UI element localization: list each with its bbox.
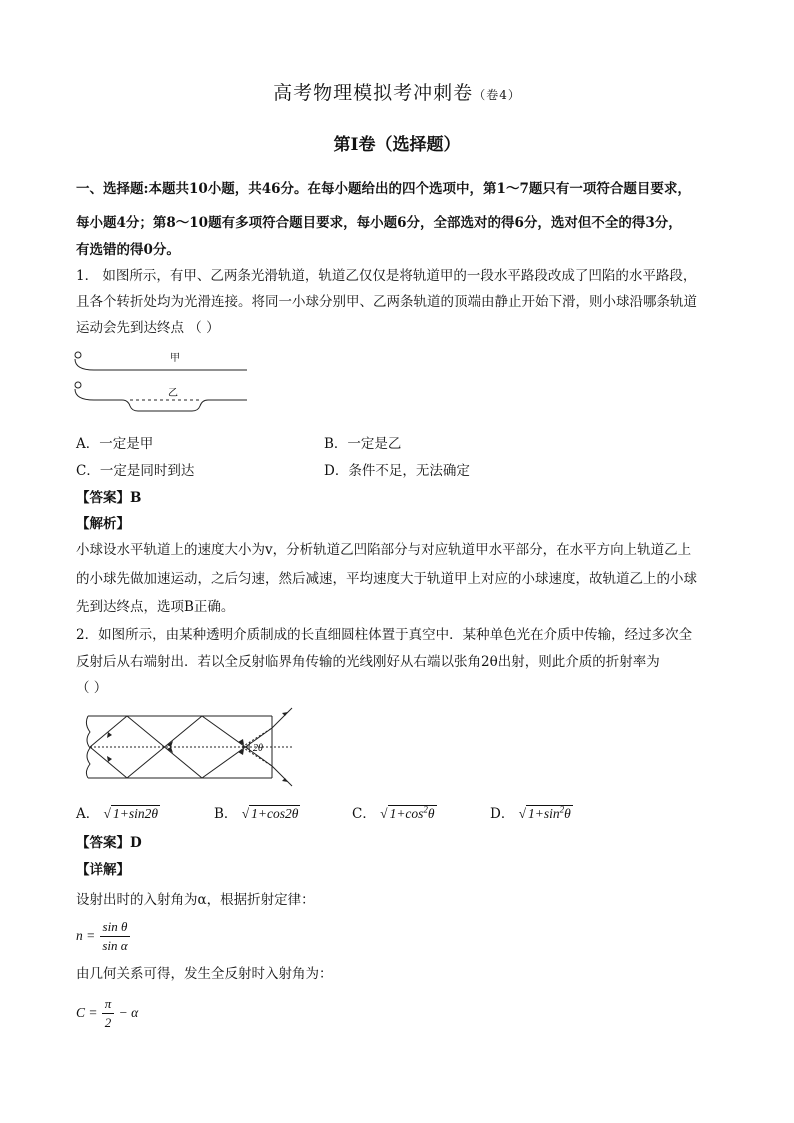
q1-analysis-line-2: 的小球先做加速运动，之后匀速，然后减速，平均速度大于轨道甲上对应的小球速度，故轨道乙上的小球	[76, 571, 697, 587]
q1-answer: 【答案】B	[76, 490, 142, 506]
q2-fiber-figure	[82, 708, 312, 790]
q2-option-d-var: θ	[564, 806, 571, 821]
q2-option-c	[352, 802, 437, 822]
q2-option-c-label: C．	[352, 806, 376, 822]
q1-analysis-label: 【解析】	[76, 516, 130, 532]
q2-line-3: （ ）	[76, 680, 108, 696]
q1-option-b: B．一定是乙	[324, 436, 402, 452]
equation-2	[76, 995, 138, 1032]
sqrt-icon: √	[103, 806, 111, 821]
ball-yi	[75, 382, 81, 388]
ball-jia	[75, 352, 81, 358]
label-jia: 甲	[170, 353, 180, 364]
q2-line-2: 反射后从右端射出．若以全反射临界角传输的光线刚好从右端以张角2θ出射，则此介质的折射率为	[76, 654, 660, 670]
q2-option-c-var: θ	[427, 806, 435, 821]
fiber-left-end	[86, 716, 90, 778]
intro-line-3: 有选错的得0分。	[76, 242, 180, 258]
sqrt-icon: √	[241, 806, 250, 821]
q1-line-3: 运动会先到达终点 （ ）	[76, 320, 220, 336]
q2-option-d-expr	[526, 805, 573, 821]
q1-analysis-line-3: 先到达终点，选项B正确。	[76, 599, 235, 615]
q1-option-d: D．条件不足，无法确定	[324, 463, 470, 479]
q2-option-d-label: D．	[490, 806, 515, 822]
arrow-2	[107, 756, 112, 762]
eq2-lhs: C =	[76, 1005, 98, 1020]
track-jia	[75, 359, 247, 370]
ray-out-lower	[272, 766, 292, 786]
equation-1	[76, 918, 130, 955]
q2-detail-label: 【详解】	[76, 862, 130, 878]
q1-line-2: 且各个转折处均为光滑连接。将同一小球分别甲、乙两条轨道的顶端由静止开始下滑，则小球沿哪条轨道	[76, 294, 697, 310]
q2-option-d-exp: 2	[559, 804, 565, 815]
title-main: 高考物理模拟考冲刺卷	[273, 82, 474, 104]
q2-option-b-expr: 1+cos2θ	[251, 806, 299, 821]
eq2-numerator: π	[102, 995, 115, 1014]
q2-option-c-expr	[388, 805, 437, 821]
q2-option-c-exp: 2	[423, 804, 428, 815]
angle-arc	[249, 742, 250, 752]
section-title: 第Ⅰ卷（选择题）	[333, 135, 461, 155]
title-suffix: （卷4）	[473, 88, 521, 102]
q2-option-a-expr: 1+sin2θ	[112, 806, 158, 821]
q2-option-d-base: 1+sin	[528, 806, 560, 821]
q1-track-figure	[72, 348, 252, 418]
arrow-7	[282, 712, 288, 716]
eq2-denominator: 2	[104, 1015, 112, 1030]
arrow-1	[107, 732, 112, 738]
eq1-lhs: n =	[76, 928, 96, 943]
ray-2	[90, 716, 272, 778]
intro-line-1: 一、选择题:本题共10小题，共46分。在每小题给出的四个选项中，第1～7题只有一项符合题目要求，	[76, 181, 691, 197]
eq1-fraction	[100, 918, 131, 955]
q1-analysis-line-1: 小球设水平轨道上的速度大小为v，分析轨道乙凹陷部分与对应轨道甲水平部分，在水平方向上轨道乙上	[76, 542, 692, 558]
label-yi: 乙	[168, 388, 178, 399]
q2-line-1: 2．如图所示，由某种透明介质制成的长直细圆柱体置于真空中．某种单色光在介质中传输，经过多次全	[76, 627, 693, 643]
q2-option-c-base: 1+cos	[389, 806, 424, 821]
eq2-rhs: − α	[118, 1005, 139, 1020]
sqrt-icon: √	[380, 806, 388, 821]
q2-option-b-label: B．	[214, 806, 238, 822]
eq1-denominator: sin α	[102, 938, 128, 953]
q2-option-d	[490, 802, 573, 822]
q1-option-a: A．一定是甲	[76, 436, 154, 452]
q2-option-b	[214, 802, 300, 822]
q2-detail-line-2: 由几何关系可得，发生全反射时入射角为：	[76, 966, 333, 982]
sqrt-icon: √	[518, 806, 527, 821]
intro-line-2: 每小题4分；第8～10题有多项符合题目要求，每小题6分，全部选对的得6分，选对但不全的得3分，	[76, 215, 682, 231]
q2-detail-line-1: 设射出时的入射角为α，根据折射定律：	[76, 892, 315, 908]
eq1-numerator: sin θ	[100, 918, 131, 937]
page-title	[0, 78, 794, 105]
q1-option-c: C．一定是同时到达	[76, 463, 195, 479]
q2-option-a	[76, 802, 160, 822]
q1-line-1: 1． 如图所示，有甲、乙两条光滑轨道，轨道乙仅仅是将轨道甲的一段水平路段改成了凹陷的水平路段，	[76, 268, 697, 284]
q2-answer: 【答案】D	[76, 835, 142, 851]
angle-label: 2θ	[253, 743, 263, 754]
ray-out-upper	[272, 708, 292, 728]
q2-option-a-label: A．	[76, 806, 100, 822]
arrow-8	[282, 778, 288, 782]
eq2-fraction	[102, 995, 115, 1032]
